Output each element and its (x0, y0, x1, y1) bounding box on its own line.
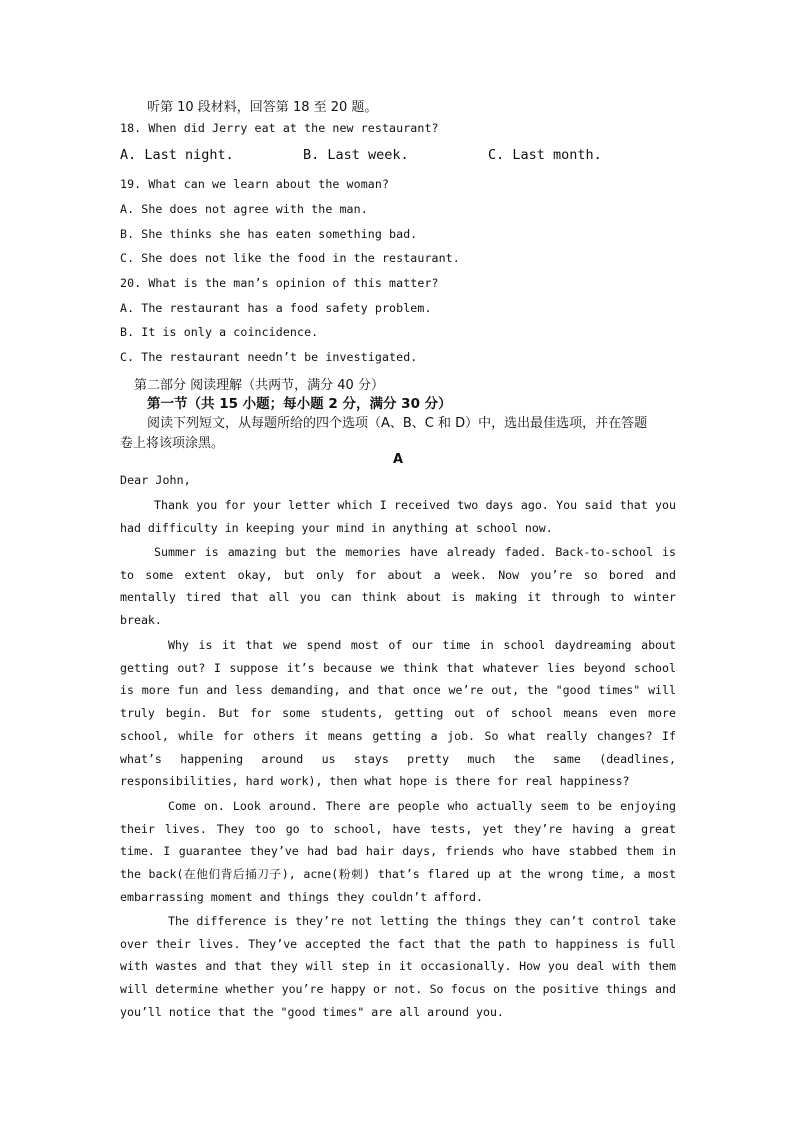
passage-paragraph-4: Come on. Look around. There are people who actually seem to be enjoying their lives. They too go to school, have tests, yet they’re having a great time. I guarantee they’ve had bad hair days, friends who have stabbed them in the back(在他们背后捅刀子), acne(粉刺) that’s flared up at the wrong time, a most embarrassing moment and things they couldn’t afford. (120, 799, 676, 904)
passage-label: A (393, 452, 404, 467)
q18-option-c: C. Last month. (488, 147, 602, 163)
q19-option-a: A. She does not agree with the man. (120, 202, 368, 216)
question-18: 18. When did Jerry eat at the new restaurant? (120, 121, 439, 135)
q18-option-a: A. Last night. (120, 147, 234, 163)
passage-paragraph-1: Thank you for your letter which I received two days ago. You said that you had difficulty in keeping your mind in anything at school now. (120, 498, 676, 535)
question-19: 19. What can we learn about the woman? (120, 177, 390, 191)
reading-instruction-line1: 阅读下列短文，从每题所给的四个选项（A、B、C 和 D）中，选出最佳选项，并在答题 (147, 416, 648, 431)
reading-instruction-line2: 卷上将该项涂黑。 (120, 436, 225, 451)
q20-option-b: B. It is only a coincidence. (120, 325, 319, 339)
reading-section-title: 第一节（共 15 小题；每小题 2 分，满分 30 分） (147, 396, 452, 412)
passage-paragraph-3: Why is it that we spend most of our time in school daydreaming about getting out? I suppose it’s because we think that whatever lies beyond school is more fun and less demanding, and that once we’re out, the "good times" will truly begin. But for some students, getting out of school means even more school, while for others it means getting a job. So what really changes? If what’s happening around us stays pretty much the same (deadlines, responsibilities, hard work), then what hope is there for real happiness? (120, 638, 676, 789)
q20-option-a: A. The restaurant has a food safety problem. (120, 301, 432, 315)
q19-option-c: C. She does not like the food in the restaurant. (120, 251, 460, 265)
passage-paragraph-2: Summer is amazing but the memories have already faded. Back-to-school is to some extent okay, but only for about a week. Now you’re so bored and mentally tired that all you can think about is making it through to winter break. (120, 545, 676, 628)
listening-instruction: 听第 10 段材料，回答第 18 至 20 题。 (147, 100, 378, 115)
q19-option-b: B. She thinks she has eaten something bad. (120, 227, 418, 241)
q18-option-b: B. Last week. (303, 147, 409, 163)
question-20: 20. What is the man’s opinion of this matter? (120, 276, 439, 290)
passage-paragraph-5: The difference is they’re not letting the things they can’t control take over their lives. They’ve accepted the fact that the path to happiness is full with wastes and that they will step in it occasionally. How you deal with them will determine whether you’re happy or not. So focus on the positive things and you’ll notice that the "good times" are all around you. (120, 914, 676, 1019)
letter-salutation: Dear John, (120, 473, 191, 487)
q20-option-c: C. The restaurant needn’t be investigated. (120, 350, 418, 364)
reading-part-title: 第二部分 阅读理解（共两节，满分 40 分） (134, 378, 384, 393)
